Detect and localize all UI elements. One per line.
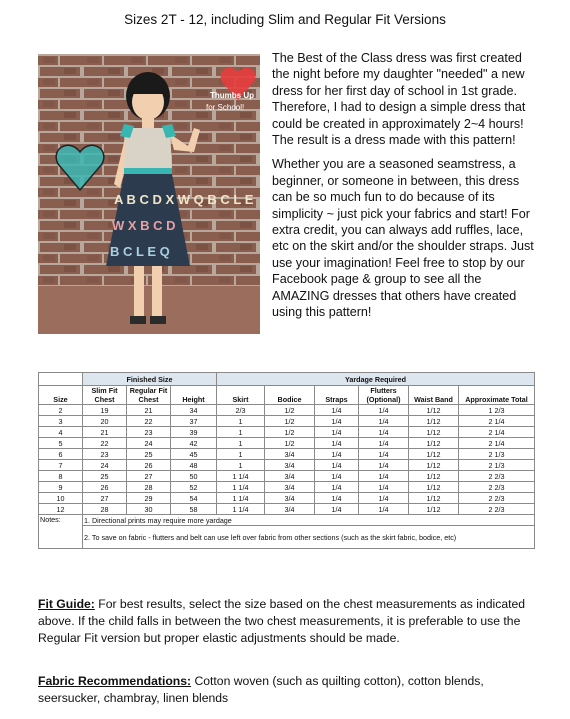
table-cell: 1/4 bbox=[359, 460, 409, 471]
col-slim-fit-chest: Slim Fit Chest bbox=[83, 386, 127, 405]
table-cell: 1 bbox=[217, 438, 265, 449]
group-yardage-required: Yardage Required bbox=[217, 373, 535, 386]
table-cell: 2 1/4 bbox=[459, 416, 535, 427]
table-cell: 3/4 bbox=[265, 449, 315, 460]
table-cell: 7 bbox=[39, 460, 83, 471]
table-cell: 1 1/4 bbox=[217, 471, 265, 482]
table-cell: 27 bbox=[127, 471, 171, 482]
table-cell: 58 bbox=[171, 504, 217, 515]
fit-guide-heading: Fit Guide: bbox=[38, 597, 95, 611]
table-row bbox=[39, 504, 535, 515]
table-cell: 1/12 bbox=[409, 482, 459, 493]
col-skirt: Skirt bbox=[217, 386, 265, 405]
table-cell: 27 bbox=[83, 493, 127, 504]
table-row bbox=[39, 482, 535, 493]
col-waist-band: Waist Band bbox=[409, 386, 459, 405]
table-cell: 5 bbox=[39, 438, 83, 449]
svg-text:B C L E Q: B C L E Q bbox=[110, 244, 170, 259]
table-cell: 1/12 bbox=[409, 493, 459, 504]
table-row bbox=[39, 427, 535, 438]
table-cell: 24 bbox=[83, 460, 127, 471]
table-cell: 34 bbox=[171, 405, 217, 416]
col-regular-fit-chest: Regular Fit Chest bbox=[127, 386, 171, 405]
table-cell: 23 bbox=[83, 449, 127, 460]
table-cell: 1/12 bbox=[409, 504, 459, 515]
table-cell: 4 bbox=[39, 427, 83, 438]
table-cell: 3 bbox=[39, 416, 83, 427]
table-cell: 3/4 bbox=[265, 482, 315, 493]
table-cell: 54 bbox=[171, 493, 217, 504]
yardage-table bbox=[38, 372, 535, 549]
table-cell: 2 2/3 bbox=[459, 471, 535, 482]
fit-guide-text: For best results, select the size based on the chest measurements as indicated above. If the child falls in between the two chest measurements, it is preferable to use the Regular Fit version but proper elastic adjustments should be made. bbox=[38, 597, 526, 645]
table-cell: 45 bbox=[171, 449, 217, 460]
badge-line1: Thumbs Up bbox=[210, 91, 254, 100]
intro-paragraph-2: Whether you are a seasoned seamstress, a beginner, or someone in between, this dress can be so much fun to do because of its simplicity ~ just pick your fabrics and start! For extra credit, you can always add ruffles, lace, etc on the skirt and/or the shoulder straps. Just use your imagination! Feel free to stop by our Facebook page & group to see all the AMAZING dresses that others have created using this pattern! bbox=[272, 157, 534, 320]
table-body bbox=[39, 405, 535, 515]
intro-paragraph-1: The Best of the Class dress was first created the night before my daughter "needed" a new dress for her first day of school in 1st grade. Therefore, I had to design a simple dress that could be created in approximately 2~4 hours! The result is a dress made with this pattern! bbox=[272, 51, 526, 148]
table-cell: 1/4 bbox=[359, 482, 409, 493]
table-cell: 1/4 bbox=[359, 471, 409, 482]
table-cell: 1/12 bbox=[409, 427, 459, 438]
table-cell: 1/2 bbox=[265, 416, 315, 427]
table-cell: 1/2 bbox=[265, 405, 315, 416]
table-cell: 28 bbox=[127, 482, 171, 493]
table-cell: 22 bbox=[127, 416, 171, 427]
table-row bbox=[39, 493, 535, 504]
fabric-text: Cotton woven (such as quilting cotton), cotton blends, seersucker, chambray, linen blends bbox=[38, 674, 484, 705]
table-cell: 1/4 bbox=[315, 405, 359, 416]
table-cell: 1/12 bbox=[409, 449, 459, 460]
table-cell: 19 bbox=[83, 405, 127, 416]
table-cell: 42 bbox=[171, 438, 217, 449]
table-cell: 3/4 bbox=[265, 471, 315, 482]
table-cell: 3/4 bbox=[265, 460, 315, 471]
table-cell: 23 bbox=[127, 427, 171, 438]
table-cell: 50 bbox=[171, 471, 217, 482]
table-cell: 1/4 bbox=[359, 504, 409, 515]
table-cell: 2 2/3 bbox=[459, 482, 535, 493]
table-cell: 39 bbox=[171, 427, 217, 438]
table-cell: 29 bbox=[127, 493, 171, 504]
table-cell: 24 bbox=[127, 438, 171, 449]
fit-guide bbox=[38, 596, 534, 647]
table-cell: 25 bbox=[83, 471, 127, 482]
table-cell: 1/4 bbox=[315, 471, 359, 482]
table-cell: 1/4 bbox=[315, 416, 359, 427]
table-cell: 1/12 bbox=[409, 416, 459, 427]
table-cell: 1/4 bbox=[359, 493, 409, 504]
col-bodice: Bodice bbox=[265, 386, 315, 405]
note-1: 1. Directional prints may require more yardage bbox=[83, 515, 535, 526]
table-cell: 37 bbox=[171, 416, 217, 427]
fabric-recommendations bbox=[38, 673, 538, 707]
skirt-print-letters: A B C D X W Q B C L E bbox=[114, 192, 254, 207]
table-cell: 1/2 bbox=[265, 438, 315, 449]
table-cell: 1 bbox=[217, 416, 265, 427]
table-cell: 21 bbox=[83, 427, 127, 438]
table-cell: 8 bbox=[39, 471, 83, 482]
note-2: 2. To save on fabric - flutters and belt can use left over fabric from other sections (such as the skirt fabric, bodice, etc) bbox=[83, 526, 535, 549]
table-cell: 22 bbox=[83, 438, 127, 449]
intro-text bbox=[272, 50, 534, 329]
col-flutters: Flutters (Optional) bbox=[359, 386, 409, 405]
table-cell: 1/4 bbox=[315, 504, 359, 515]
table-cell: 1 bbox=[217, 449, 265, 460]
table-cell: 1/4 bbox=[359, 416, 409, 427]
col-straps: Straps bbox=[315, 386, 359, 405]
table-row bbox=[39, 416, 535, 427]
table-cell: 26 bbox=[83, 482, 127, 493]
table-row bbox=[39, 449, 535, 460]
page-title: Sizes 2T - 12, including Slim and Regular Fit Versions bbox=[124, 12, 446, 27]
table-cell: 28 bbox=[83, 504, 127, 515]
table-cell: 1/12 bbox=[409, 438, 459, 449]
table-cell: 9 bbox=[39, 482, 83, 493]
table-cell: 1/12 bbox=[409, 471, 459, 482]
table-cell: 1/4 bbox=[315, 460, 359, 471]
table-cell: 10 bbox=[39, 493, 83, 504]
table-cell: 2 1/4 bbox=[459, 427, 535, 438]
table-cell: 1 bbox=[217, 460, 265, 471]
table-cell: 1/4 bbox=[359, 449, 409, 460]
table-cell: 1 2/3 bbox=[459, 405, 535, 416]
col-height: Height bbox=[171, 386, 217, 405]
table-cell: 52 bbox=[171, 482, 217, 493]
col-approximate-total: Approximate Total bbox=[459, 386, 535, 405]
table-cell: 20 bbox=[83, 416, 127, 427]
table-cell: 1/4 bbox=[315, 449, 359, 460]
table-cell: 2 bbox=[39, 405, 83, 416]
dress-photo bbox=[38, 54, 260, 334]
table-cell: 12 bbox=[39, 504, 83, 515]
table-cell: 2 1/3 bbox=[459, 449, 535, 460]
table-cell: 1/4 bbox=[315, 427, 359, 438]
fabric-heading: Fabric Recommendations: bbox=[38, 674, 192, 688]
table-cell: 1/4 bbox=[359, 438, 409, 449]
table-cell: 1 1/4 bbox=[217, 493, 265, 504]
table-cell: 48 bbox=[171, 460, 217, 471]
table-cell: 6 bbox=[39, 449, 83, 460]
badge-line2: for School! bbox=[206, 103, 245, 112]
group-finished-size: Finished Size bbox=[83, 373, 217, 386]
table-cell: 2 1/3 bbox=[459, 460, 535, 471]
table-cell: 25 bbox=[127, 449, 171, 460]
table-cell: 1/4 bbox=[315, 482, 359, 493]
table-row bbox=[39, 471, 535, 482]
svg-text:W X B C D: W X B C D bbox=[112, 218, 176, 233]
table-cell: 26 bbox=[127, 460, 171, 471]
table-cell: 3/4 bbox=[265, 504, 315, 515]
table-row bbox=[39, 438, 535, 449]
table-row bbox=[39, 460, 535, 471]
table-cell: 30 bbox=[127, 504, 171, 515]
table-cell: 1/4 bbox=[315, 493, 359, 504]
table-cell: 1/12 bbox=[409, 460, 459, 471]
photo-illustration bbox=[38, 54, 260, 334]
table-cell: 1/4 bbox=[359, 427, 409, 438]
table-cell: 2/3 bbox=[217, 405, 265, 416]
table-cell: 1/2 bbox=[265, 427, 315, 438]
table-cell: 1/12 bbox=[409, 405, 459, 416]
table-cell: 1/4 bbox=[359, 405, 409, 416]
table-cell: 1/4 bbox=[315, 438, 359, 449]
table-cell: 1 1/4 bbox=[217, 504, 265, 515]
notes-label: Notes: bbox=[39, 515, 83, 549]
table-cell: 21 bbox=[127, 405, 171, 416]
table-cell: 2 2/3 bbox=[459, 504, 535, 515]
table-cell: 1 bbox=[217, 427, 265, 438]
table-cell: 3/4 bbox=[265, 493, 315, 504]
table-row bbox=[39, 405, 535, 416]
table-cell: 2 2/3 bbox=[459, 493, 535, 504]
col-size: Size bbox=[39, 386, 83, 405]
table-cell: 2 1/4 bbox=[459, 438, 535, 449]
table-cell: 1 1/4 bbox=[217, 482, 265, 493]
